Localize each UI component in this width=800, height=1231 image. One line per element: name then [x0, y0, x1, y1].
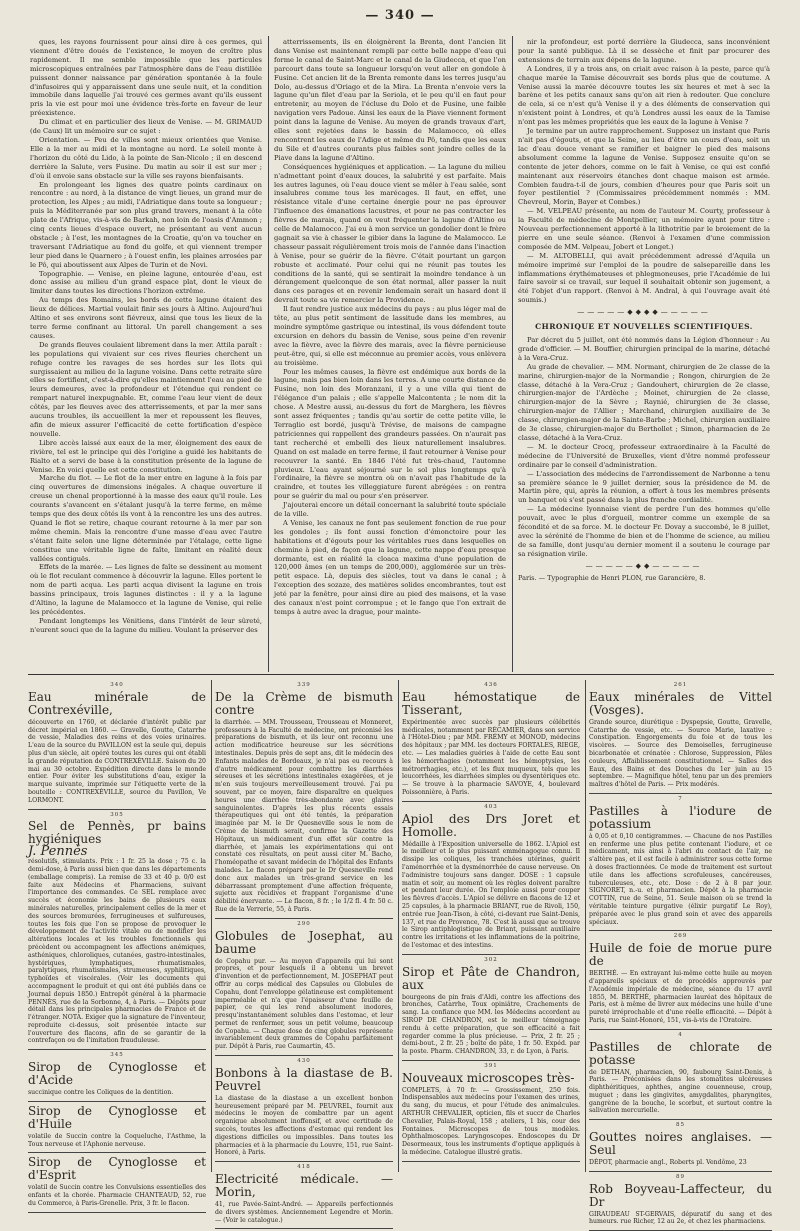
ad-title: Nouveaux microscopes très-: [402, 1070, 575, 1085]
ad-title: Electricité médicale. — Morin,: [215, 1172, 393, 1200]
chronique-text: [518, 336, 770, 559]
ad-number: 403: [484, 803, 498, 810]
ads-top-rule: [28, 674, 774, 675]
paragraph: atterrissements, ils en éloignèrent la Brenta, dont l'ancien lit dans Venise est maintenant rempli par cette belle nappe d'eau qui forme le canal de Saint-Marc et le canal de la Giudecca, et que l'on parcourt dans toute sa longueur lorsqu'on veut aller en gondole à Fusine. Cet ancien lit de la Brenta remonte dans les terres jusqu'au Dolo, au-dessus d'Oriago et de la Mira. La Brenta n'envoie vers la lagune qu'un filet d'eau par la Seriola, et le peu qu'il en faut pour entretenir, au moyen de l'écluse du Dolo et de Fusine, une faible navigation vers Padoue. Ainsi les eaux de la Piave viennent forment point dans la lagune de Venise. Au moyen de grands travaux d'art, elles sont rejetées dans le bassin de Malamocco, où elles rencontrent les eaux de l'Adige et même du Pô, tandis que les eaux du Sile et d'autres courants plus faibles sont joindre celles de la Piave dans la lagune d'Altino.: [274, 38, 506, 162]
ad-number: 269: [673, 933, 688, 940]
article-column-3: [518, 38, 770, 670]
paragraph: Effets de la marée. — Les lignes de faîte se dessinent au moment où le flot reculant commence à découvrir la lagune. Elles portent le nom de parti acqua. Les parti acqua divisent la lagune en trois bassins principaux, trois lagunes distinctes : il y a la lagune d'Altino, la lagune de Malamocco et la lagune de Venise, qui relie les précédentes.: [30, 563, 262, 616]
academy-notes: [518, 38, 770, 305]
ad-column-2: [215, 680, 393, 1224]
paragraph: Au grade de chevalier. — MM. Normant, chirurgien de 2e classe de la marine, chirurgien-major de la Normandie ; Rongon, chirurgien de 2e classe, détaché à la Vera-Cruz ; Gandouhert, chirurgien de 2e classe, chirurgien-major de l'Ardèche ; Moinet, chirurgien de 2e classe, chirurgien-major de la Sèvre ; Raynié, chirurgien de 3e classe, chirurgien-major de l'Allier ; Marchand, chirurgien auxiliaire de 3e classe, chirurgien-major de la Sainte-Barbe ; Michel, chirurgien auxiliaire de 3e classe, chirurgien-major du Berthollet ; Simon, pharmacien de 2e classe, détaché à la Vera-Cruz.: [518, 362, 770, 442]
ad-title: Sirop de Cynoglosse et d'Esprit: [28, 1155, 206, 1183]
ad-body: GIRAUDEAU ST-GERVAIS, dépuratif du sang et des humeurs. rue Richer, 12 au 2e, et chez les pharmaciens.: [589, 1210, 772, 1226]
paragraph: Je termine par un autre rapprochement. Supposez un instant que Paris n'ait pas d'égouts, et que la Seine, au lieu d'être un cours d'eau, soit un lac d'eau douce venant se ramifier et baigner le pied des maisons absolument comme la lagune de Venise. Supposez ensuite qu'on se contente de jeter dehors, comme on le fait à Venise, ce qui est confié maintenant aux réservoirs étanches dont chaque maison est armée. Combien faudra-t-il de jours, combien d'heures pour que Paris soit un foyer pestilentiel ? (Commissaires précédemment nommés : MM. Chevreul, Morin, Bayer et Combes.): [518, 127, 770, 207]
advertisement: [589, 1120, 772, 1172]
advertisement: [28, 1102, 206, 1154]
ad-number: 340: [110, 682, 124, 688]
ad-body: Grande source, diurétique : Dyspepsie, Goutte, Gravelle, Catarrhe de vessie, etc. — Source Marie, laxative : Constipation. Engorgements du foie et de tous les viscères. — Source des Demoiselles, ferrugineuse bicarbonatée et crénatée : Chlorose, Suppression, Pâles couleurs, Affaiblissement constitutionnel. — Salles des Eaux, des Bains et des Douches du 1er juin au 15 septembre. — Magnifique hôtel, tenu par un des premiers maîtres d'hôtel de Paris. — Prix modérés.: [589, 718, 772, 789]
paragraph: Libre accès laissé aux eaux de la mer, éloignement des eaux de rivière, tel est le principe qui dès l'origine a guidé les habitants de Rialto et a servi de base à la constitution présente de la lagune de Venise. En voici quelle est cette constitution.: [30, 438, 262, 474]
ad-number: 339: [297, 682, 311, 688]
ad-number: 418: [297, 1164, 311, 1171]
paragraph: De grands fleuves coulaient librement dans la mer. Attila paraît : les populations qui vivaient sur ces rives fleuries cherchent un refuge contre les ravages de ses hordes sur les îlots qui surgissaient au milieu de la lagune voisine. Dans cette retraite sûre elles se fortifient, c'est-à-dire qu'elles maintiennent l'eau au pied de leurs demeures, avec la profondeur et l'étendue qui rendent ce rempart naturel inexpugnable. Et, comme l'eau leur vient de deux côtés, par les fleuves avec des atterrissements, et par la mer sans aucuns troubles, ils accueillent la mer et repoussent les fleuves, afin de mieux assurer l'efficacité de cette fortification d'espèce nouvelle.: [30, 340, 262, 438]
column-rule: [268, 36, 269, 672]
column-rule: [512, 36, 513, 672]
ad-column-3: [402, 680, 580, 1172]
advertisement: [589, 931, 772, 1029]
paragraph: — M. le docteur Crocq, professeur extraordinaire à la Faculté de médecine de l'Université de Bruxelles, vient d'être nommé professeur ordinaire par le conseil d'administration.: [518, 442, 770, 469]
ad-body: découverte en 1760, et déclarée d'intérêt public par décret impérial en 1860. — Gravelle, Goutte, Catarrhe de vessie, Maladies des reins et des voies urinaires. L'eau de la source du PAVILLON est la seule qui, depuis plus d'un siècle, ait opéré toutes les cures qui ont établi la grande réputation de CONTREXÉVILLE. Saison du 20 mai au 30 octobre. Expédition directe dans le monde entier. Pour éviter les substitutions d'eau, exiger la marque suivante, imprimée sur l'étiquette verte de la bouteille : CONTREXÉVILLE, source du Pavillon, Ve LORMONT.: [28, 718, 206, 804]
ad-body: volatil de Succin contre les Convulsions essentielles des enfants et la chorée. Pharmacie CHANTEAUD, 52, rue du Commerce, à Paris-Grenelle. Prix, 3 fr. le flacon.: [28, 1184, 206, 1208]
advertisement: [589, 1030, 772, 1121]
paragraph: Conséquences hygiéniques et application. — La lagune du milieu n'admettant point d'eaux douces, la salubrité y est parfaite. Mais les autres lagunes, où l'eau douce vient se mêler à l'eau salée, sont insalubres comme tous les marécages. Il faut, en effet, une résistance vitale d'une certaine énergie pour ne pas éprouver l'influence des émanations lacustres, et pour ne pas contracter les fièvres de marais, quand on veut fréquenter la lagune d'Altino ou celle de Malamocco. J'ai eu à mon service un gondolier dont le frère gagnait sa vie à chasser le gibier dans la lagune de Malamocco. Le chasseur passait régulièrement trois mois de l'année dans l'inaction à Venise, pour se guérir de la fièvre. C'était pourtant un garçon robuste et acclimaté. Pour celui qui ne réunit pas toutes les conditions de la santé, qui se sentirait la moindre tendance à un dérangement quelconque de son état normal, aller passer la nuit dans ces parages et en revenir lendemain serait un hasard dont il devrait toute sa vie remercier la Providence.: [274, 162, 506, 305]
ad-body: de Copahu pur. — Au moyen d'appareils qui lui sont propres, et pour lesquels il a obtenu un brevet d'invention et de perfectionnement, M. JOSEPHAT peut offrir au corps médical des Capsules ou Globules de Copahu, dont l'enveloppe gélatineuse est complètement imperméable et n'a que l'épaisseur d'une feuille de papier, ce qui les rend absolument inodores, presqu'instantanément solubles dans l'estomac, et leur permet de renfermer, sous un petit volume, beaucoup de Copahu. — Chaque dose de cinq globules représente invariablement deux grammes de Copahu parfaitement pur. Dépôt à Paris, rue Caumartin, 45.: [215, 957, 393, 1051]
paragraph: Topographie. — Venise, en pleine lagune, entourée d'eau, est donc assise au milieu d'un grand espace plat, dont le vieux de limiter dans toutes les directions l'horizon extrême.: [30, 269, 262, 296]
paragraph: ques, les rayons fournissent pour ainsi dire à ces germes, qui viennent d'être doués de l'existence, le moyen de croître plus rapidement. Il me semble impossible que les particules microscopiques entraînées par l'atmosphère dans de l'eau distillée puissent donner naissance par génération spontanée à la foule d'infusoires qui y apparaissent dans une seule nuit, et la condition immobile dans laquelle j'ai trouvé ces germes avant qu'ils eussent pris la vie est pour moi une évidence très-forte en faveur de leur préexistence.: [30, 38, 262, 118]
ad-number: 85: [676, 1122, 685, 1129]
printer-line: Paris. — Typographie de Henri PLON, rue Garancière, 8.: [518, 573, 706, 582]
ornament-divider: —————◆◆—————: [585, 561, 703, 570]
ad-number: 305: [110, 811, 124, 818]
advertisement: [589, 680, 772, 794]
ad-body: volatile de Succin contre la Coqueluche, l'Asthme, la Toux nerveuse et l'Aphonie nerveuse.: [28, 1132, 206, 1148]
signature: J. Pennès: [28, 844, 88, 860]
ad-number: 89: [676, 1173, 685, 1180]
advertisement: [28, 1050, 206, 1102]
ad-column-1: [28, 680, 206, 1208]
ad-body: 41, rue Pavée-Saint-André. — Appareils perfectionnés de divers systèmes. Anciennement Legendre et Morin. — (Voir le catalogue.): [215, 1201, 393, 1224]
ad-body: La diastase de la diastase a un excellent bonbon heureusement préparé par M. PEUVREL, fournit aux médecins le moyen de combattre par un agent organique absolument inoffensif, et avec certitude de succès, toutes les affections d'estomac qui rendent les digestions difficiles ou impossibles. Dans toutes les pharmacies et à la pharmacie du Louvre, 151, rue Saint-Honoré, à Paris.: [215, 1094, 393, 1157]
ad-number: 7: [678, 795, 683, 802]
chronique-title: CHRONIQUE ET NOUVELLES SCIENTIFIQUES.: [535, 322, 753, 332]
paragraph: En prolongeant les lignes des quatre points cardinaux on rencontre : au nord, à la distance de vingt lieues, un grand mur de protection, les Alpes ; au midi, l'Adriatique dans toute sa longueur ; puis la Méditerranée par son plus grand travers, menant à la côte plate de l'Afrique, vis-à-vis de Barkah, non loin de l'oasis d'Ammon ; cinq cents lieues d'espace ouvert, ne présentant au vent aucun obstacle ; à l'est, les montagnes de la Croatie, qu'on va toucher en traversant l'Adriatique au fond du golfe, et qui viennent tremper leur pied dans le Quarnero ; à l'ouest enfin, les plaines arrosées par le Pô, qui aboutissent aux Alpes de Turin et de Novi.: [30, 180, 262, 269]
ad-title: Sel de Pennès, pr bains hygiéniques: [28, 819, 206, 847]
ad-title: De la Crème de bismuth contre: [215, 689, 393, 717]
ad-number: 261: [673, 682, 688, 688]
column-rule: [398, 680, 399, 1172]
ad-body: succinique contre les Coliques de la dentition.: [28, 1089, 174, 1097]
paragraph: Du climat et en particulier des lieux de Venise. — M. GRIMAUD (de Caux) lit un mémoire sur ce sujet :: [30, 118, 262, 136]
paragraph: Il faut rendre justice aux médecins du pays : au plus léger mal de tête, au plus petit sentiment de lassitude dans les membres, au moindre symptôme gastrique ou intestinal, ils vous défendent toute excursion en dehors du bassin de Venise, sous peine d'en revenir avec la fièvre, avec la fièvre des marais, avec la fièvre pernicieuse peut-être, qui, si elle est méconnue au premier accès, vous enlèvera au troisième.: [274, 305, 506, 367]
ad-title: Bonbons à la diastase de B. Peuvrel: [215, 1065, 393, 1093]
ad-body: Expérimentée avec succès par plusieurs célébrités médicales, notamment par RÉCAMIER, dans son service à l'Hôtel-Dieu ; par MM. FRÉMY et MONOD, médecins des hôpitaux ; par MM. les docteurs FORTALES, RIEGE, etc. — Les maladies guéries à l'aide de cette Eau sont les hémorrhagies (notamment les hémoptysies, les métrorrhagies, etc.), et les flux muqueux, tels que les leucorrhées, les diarrhées simples ou dysentériques etc. — Se trouve à la pharmacie SAVOYE, 4, boulevard Poissonnière, à Paris.: [402, 718, 580, 796]
advertisement: [589, 1172, 772, 1231]
paragraph: A Venise, les canaux ne font pas seulement fonction de rue pour les gondoles ; ils font aussi fonction d'émonctoire pour les habitations et d'égouts pour les véritables rues dans lesquelles on chemine à pied, de façon que la lagune, cette nappe d'eau presque dormante, est en réalité la cloaca maxima d'une population de 120,000 âmes (en un temps de 200,000), agglomérée sur un très-petit espace. Là, depuis des siècles, tout va dans le canal ; à l'exception des sozaze, des matières solides encombrantes, tout est jeté par la fenêtre, pour ainsi dire au pied des maisons, et la vase des canaux n'est point corrompue ; et le fango que l'on extrait de temps à autre avec la drague, pour mainte-: [274, 518, 506, 616]
ad-title: Apiol des Drs Joret et Homolle.: [402, 811, 580, 839]
ad-number: 430: [297, 1058, 311, 1065]
ad-title: Gouttes noires anglaises. — Seul: [589, 1130, 772, 1158]
advertisement: [28, 810, 206, 1051]
ad-title: Sirop de Cynoglosse et d'Huile: [28, 1103, 206, 1131]
ad-title: Sirop et Pâte de Chandron, aux: [402, 964, 580, 992]
ad-number: 345: [110, 1052, 124, 1059]
column-rule: [585, 680, 586, 1172]
advertisement: [215, 1056, 393, 1162]
ad-column-4: [589, 680, 772, 1226]
ad-title: Eau hémostatique de Tisserant,: [402, 689, 580, 717]
paragraph: Marche du flot. — Le flot de la mer entre en lagune à la fois par cinq ouvertures de dimensions inégales. A chaque ouverture il creuse un chenal proportionné à la masse des eaux qu'il roule. Les courants s'avancent en s'étalant jusqu'à la terre ferme, en même temps que des deux côtés ils vont à la rencontre les uns des autres. Quand le flot se retire, chaque courant retourne à la mer par son même chemin. Mais la rencontre d'une masse d'eau avec l'autre s'étant faite selon une ligne déterminée par l'étalage, cette ligne constitue une véritable ligne de faîte, limitant en réalité deux vallées contiguës.: [30, 474, 262, 563]
advertisement: [28, 1153, 206, 1212]
paragraph: A Londres, il y a trois ans, on criait avec raison à la peste, parce qu'à chaque marée la Tamise découvrait ses bords plus que de coutume. A Venise aussi la marée découvre toutes les six heures et met à sec la barène et les petits canaux sans qu'on ait rien à redouter. Que conclure de cela, si ce n'est qu'à Venise il y a des éléments de conservation qui n'existent point à Londres, et qu'à Londres aussi les eaux de la Tamise n'ont pas les mêmes propriétés que les eaux de la lagune à Venise ?: [518, 64, 770, 127]
ad-body: DÉPOT, pharmacie angl., Roberts pl. Vendôme, 23: [589, 1159, 747, 1167]
ad-title: Huile de foie de morue pure de: [589, 941, 772, 969]
ad-body: à 0,05 et 0,10 centigrammes. — Chacune de nos Pastilles en renferme une plus petite contenant l'iodure, et ce médicament, mis ainsi à l'abri du contact de l'air, ne s'altère pas, et il est facile à administrer sous cette forme à doses fractionnées. Ce mode de traitement est surtout utile dans les affections scrofuleuses, cancéreuses, tuberculeuses, etc., etc. Dose : de 2 à 8 par jour. SIGNORET, n.-u. et pharmacien. Dépôt à la pharmacie COTTIN, rue de Seine, 51. Seule maison où se trend la véritable teinture purgative (élixir purgatif Le Roy), préparée avec le plus grand soin et avec des appareils spéciaux.: [589, 832, 772, 926]
ad-title: Rob Boyveau-Laffecteur, du Dr: [589, 1181, 772, 1209]
ad-body: COMPLETS, à 70 fr. — Grossissement, 250 fois. Indispensables aux médecins pour l'examen des urines, du sang, du mucus, et pour l'étude des animalcules. ARTHUR CHEVALIER, opticien, fils et succr de Charles Chevalier, Palais-Royal, 158 ; ateliers, 1 bis, cour des Fontaines. Microscopes de tous modèles. Ophthalmoscopes. Laryngoscopes. Endoscopes du Dr Desormeaux, tous les instruments d'optique appliqués à la médecine. Catalogue illustré gratis.: [402, 1086, 580, 1157]
ad-number: 290: [297, 920, 311, 927]
paragraph: Pendant longtemps les Vénitiens, dans l'intérêt de leur sûreté, n'eurent souci que de la lagune du milieu. Voulant la préserver des: [30, 616, 262, 634]
ad-body: bourgeons de pin frais d'Aldi, contre les affections des bronches, Catarrhe, Toux opiniâtre, Crachements de sang. La confiance que MM. les Médecins accordent au SIROP DE CHANDRON, est le meilleur témoignage rendu à cette préparation, que son efficacité a fait regarder comme la plus précieuse. — Prix, 2 fr. 25 ; demi-bout., 2 fr. 25 ; boîte de pâte, 1 fr. 50. Expéd. par la poste. Pharm. CHANDRON, 33, r. de Lyon, à Paris.: [402, 993, 580, 1056]
article-column-2: [274, 38, 506, 670]
ad-number: 391: [484, 1062, 498, 1069]
ad-title: Pastilles à l'iodure de potassium: [589, 803, 772, 831]
ad-number: 302: [484, 956, 498, 963]
ad-body: de DETHAN, pharmacien, 90, faubourg Saint-Denis, à Paris. — Préconisées dans les stomatites ulcéreuses diphthéritiques, aphthes, angine couenneuse, croup, muguet ; dans les gingivites, amygdalites, pharyngites, gangrène de la bouche, le scorbut, et surtout contre la salivation mercurielle.: [589, 1068, 772, 1115]
paragraph: J'ajouterai encore un détail concernant la salubrité toute spéciale de la ville.: [274, 501, 506, 519]
paragraph: Pour les mêmes causes, la fièvre est endémique aux bords de la lagune, mais pas bien loin dans les terres. A une courte distance de Fusine, non loin des Moranzani, il y a une villa qui tient de l'élégance d'un palais ; elle s'appelle Malcontenta ; le nom dit la chose. A Mestre aussi, au-dessus du fort de Marghera, les fièvres sont assez fréquentes ; tandis qu'au sortir de cette petite ville, le Terraglio est bordé, jusqu'à Trévise, de maisons de campagne patriciennes qui rappellent des grandeurs passées. On n'aurait pas tant recherché et embelli des lieux naturellement insalubres. Quand on est malade en terre ferme, il faut retourner à Venise pour recouvrer la santé. En 1846 l'été fut très-chaud, l'automne pluvieux. L'eau ayant séjourné sur le sol plus longtemps qu'à l'ordinaire, la fièvre se montra où on n'avait pas l'habitude de la craindre, et toutes les villeggiature furent abrégées : on rentra pour se guérir du mal ou pour s'en préserver.: [274, 367, 506, 501]
ad-body: résolutifs, stimulants. Prix : 1 fr. 25 la dose ; 75 c. la demi-dose, à Paris aussi bien que dans les départements (emballage compris). La remise de 33 et 40 p. 0/0 est faite aux Médecins et Pharmaciens, suivant l'importance des commandes. Ce SEL remplace avec succès et économie les bains de plusieurs eaux minérales naturelles, principalement celles de la mer et des sources bromurées, ferrugineuses et sulfureuses, toutes les fois que l'on se propose de provoquer le développement de l'activité vitale ou de modifier les altérations locales et les troubles fonctionnels qui précèdent ou accompagnent les affections anémiques, asthéniques, chloroliques, cutanées, gastro-intestinales, hystériques, lymphatiques, rhumatismales, paralytiques, rhumatismales, strumeuses, syphilitiques, typhoïdes et viscérales. (Voir les documents qui accompagnent le produit et qui ont été publiés dans ce Journal depuis 1850.) Entrepôt général à la pharmacie PENNÈS, rue de la Sorbonne, 4, à Paris. — Dépôts pour détail dans les principales pharmacies de France et de l'étranger. NOTA. Exiger que la signature de l'inventeur, reproduite ci-dessus, soit présentée intacte sur l'ouverture des flacons, afin de se garantir de la contrefaçon ou de l'imitation frauduleuse.: [28, 858, 206, 1045]
ad-title: Eaux minérales de Vittel (Vosges).: [589, 689, 772, 717]
advertisement: [215, 1162, 393, 1229]
ad-number: 4: [678, 1031, 683, 1038]
column-rule: [211, 680, 212, 1172]
advertisement: [402, 1061, 580, 1162]
paragraph: — La médecine lyonnaise vient de perdre l'un des hommes qu'elle pouvait, avec le plus d'orgueil, montrer comme un exemple de sa fécondité et de sa force. M. le docteur Fr. Dovay a succombé, le 8 juillet, avec la sérénité de l'homme de bien et de l'homme de science, au milieu de sa famille, dont jusqu'au dernier moment il a soutenu le courage par sa résignation virile.: [518, 505, 770, 558]
ornament-divider: —————◆◆◆◆—————: [577, 308, 711, 317]
advertisement: [402, 802, 580, 955]
advertisement: [215, 919, 393, 1056]
ad-body: Médaille à l'Exposition universelle de 1862. L'Apiol est le meilleur et le plus puissant emménagogue connu. Il dissipe les coliques, les tranchées utérines, guérit l'aménorrhée et la dysménorrhée de cause nerveuse. On l'administre toujours sans danger. DOSE : 1 capsule matin et soir, au moment où les règles doivent paraître et pendant leur durée. On l'emploie aussi pour couper les fièvres d'accès. L'Apiol se délivre en flacons de 12 et 25 capsules, à la pharmacie BRIANT, rue de Rivoli, 150, entrée rue Jean-Tison, à côté, ci-devant rue Saint-Denis, 137, et rue de Provence, 78. C'est là aussi que se trouve le Sirop antiphlogistique de Briant, puissant auxiliaire contre les irritations et les inflammations de la poitrine, de l'estomac et des intestins.: [402, 840, 580, 949]
ad-title: Sirop de Cynoglosse et d'Acide: [28, 1060, 206, 1088]
paragraph: — M. VELPEAU présente, au nom de l'auteur M. Courty, professeur à la Faculté de médecine de Montpellier, un mémoire ayant pour titre : Nouveau perfectionnement apporté à la lithotritie par le broiement de la pierre en une seule séance. (Renvoi à l'examen d'une commission composée de MM. Velpeau, Jobert et Longet.): [518, 207, 770, 251]
ad-number: 436: [484, 682, 498, 688]
ad-title: Pastilles de chlorate de potasse: [589, 1039, 772, 1067]
advertisement: [402, 955, 580, 1061]
paragraph: nir la profondeur, est porté derrière la Giudecca, sans inconvénient pour la santé publique. Là il se dessèche et finit par procurer des extensions de terrain aux dépens de la lagune.: [518, 38, 770, 64]
paragraph: — L'association des médecins de l'arrondissement de Narbonne a tenu sa première séance le 9 juillet dernier, sous la présidence de M. de Martin père, qui, après la réunion, a offert à tous les membres présents un banquet où s'est passé dans la plus franche cordialité.: [518, 469, 770, 505]
page-number: — 340 —: [365, 8, 435, 23]
paragraph: Au temps des Romains, les bords de cette lagune étaient des lieux de délices. Martial voulait finir ses jours à Altino. Aujourd'hui Altino et ses environs sont fiévreux, ainsi que tous les lieux de la terre ferme confinant au littoral. Un parell changement a ses causes.: [30, 296, 262, 340]
article-column-1: [30, 38, 262, 670]
advertisement: [402, 680, 580, 802]
ad-title: Eau minérale de Contrexéville,: [28, 689, 206, 717]
paragraph: Orientation. — Peu de villes sont mieux orientées que Venise. Elle a la mer au midi et la montagne au nord. Le soleil monte à l'horizon du côté du Lido, à la pointe de San-Nicolo ; il en descend derrière la Salute, vers Fusine. Du matin au soir il est sur mer ; d'où il envoie sans obstacle sur la ville ses rayons bienfaisants.: [30, 135, 262, 180]
ad-body: BERTHÉ. — En extrayant lui-même cette huile au moyen d'appareils spéciaux et de procédés approuvés par l'Académie impériale de médecine, séance du 17 avril 1855, M. BERTHÉ, pharmacien lauréat des hôpitaux de Paris, est à même de livrer aux médecins une huile d'une pureté irréprochable et d'une réelle efficacité. — Dépôt à Paris, rue Saint-Honoré, 151, vis-à-vis de l'Oratoire.: [589, 970, 772, 1024]
advertisement: [589, 794, 772, 931]
ad-title: Globules de Josephat, au baume: [215, 928, 393, 956]
advertisement: [28, 680, 206, 810]
paragraph: Par décret du 5 juillet, ont été nommés dans la Légion d'honneur : Au grade d'officier. — M. Bouffier, chirurgien principal de la marine, détaché à la Vera-Cruz.: [518, 336, 770, 362]
ad-body: la diarrhée. — MM. Trousseau, Trousseau et Monneret, professeurs à la Faculté de médecine, ont préconisé les préparations de bismuth, et ils leur ont reconnu une action modificatrice heureuse sur les sécrétions intestinales. Depuis près de sept ans, dit le médecin des Enfants malades de Bordeaux, je n'ai pas eu recours à d'autre médicament pour combattre les diarrhées séreuses et les sécrétions intestinales exagérées, et je m'en suis toujours merveilleusement trouvé. J'ai pu souvent, par ce moyen, faire disparaître en quelques heures une diarrhée très-abondante avec glaires sanguinolentes. D'après les plus récents essais thérapeutiques qui ont été tentés, la préparation imaginée par M. le Dr Quesneville sous le nom de Crème de bismuth serait, confirme la Gazette des Hôpitaux, un médicament d'un effet sûr contre la diarrhée, et jamais les expérimentations qui ont constaté ces résultats, on peut aussi citer M. Bacho, l'homéopathe et savant médecin de l'hôpital des Enfants malades. Le flacon préparé par le Dr Quesneville rend donc aux malades un très-grand service en les débarrassant promptement d'une affection fréquente, sujette aux récidives et frappant l'organisme d'une débilité énervante. — Le flacon, 8 fr. ; le 1/2 fl. 4 fr. 50 c. Rue de la Verrerie, 55, à Paris.: [215, 718, 393, 913]
paragraph: — M. ALTOBELLI, qui avait précédemment adressé d'Aquila un mémoire imprimé sur l'emploi de la poudre de salsepareille dans les inflammations érythémateuses et phlegmoneuses, prie l'Académie de lui faire savoir si ce travail, sur lequel il souhaitait obtenir son jugement, a été l'objet d'un rapport. (Renvoi à M. Andral, à qui l'ouvrage avait été soumis.): [518, 251, 770, 305]
advertisement: [215, 680, 393, 919]
